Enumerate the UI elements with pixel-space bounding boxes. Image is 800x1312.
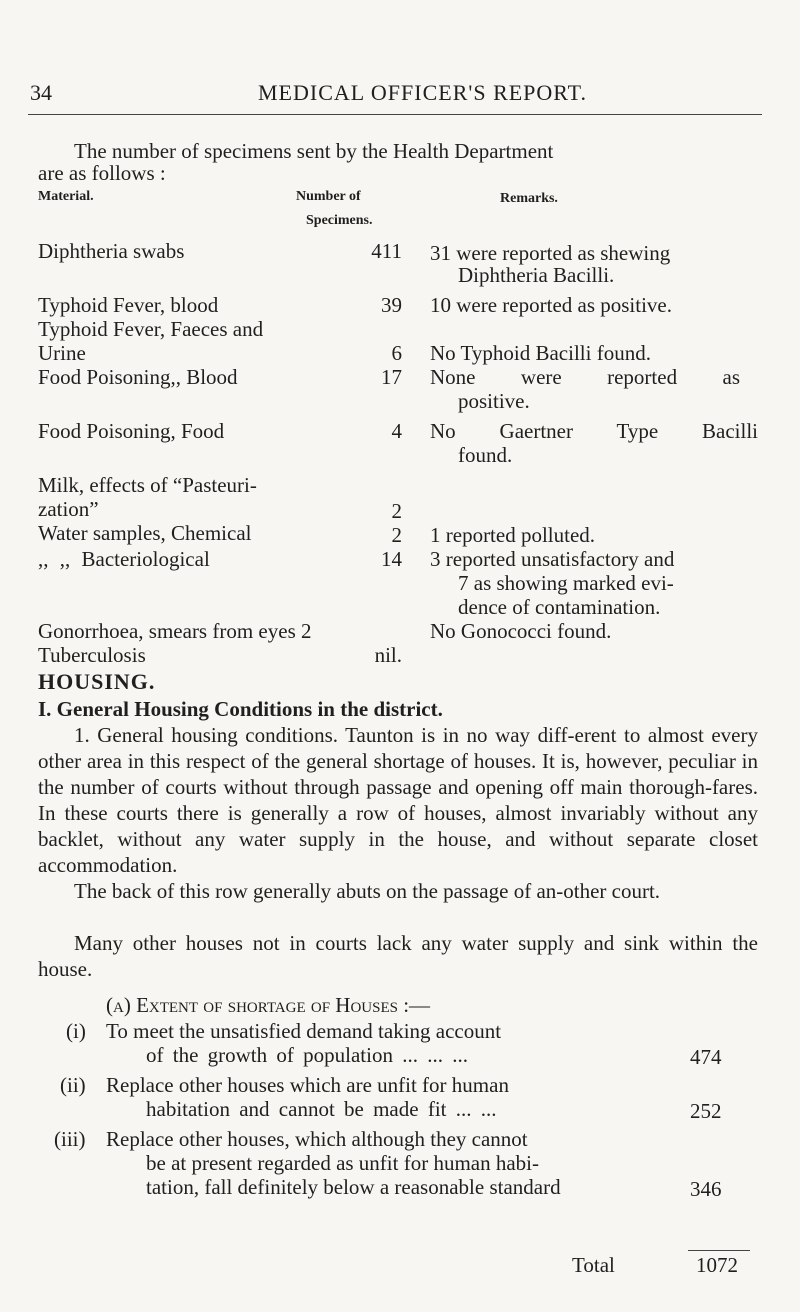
- row-material: Tuberculosis: [38, 643, 146, 667]
- row-remark: No Typhoid Bacilli found.: [430, 341, 651, 365]
- row-number: 4: [391, 419, 402, 443]
- row-material: Typhoid Fever, Faeces and: [38, 317, 264, 341]
- extent-heading: (a) Extent of shortage of Houses :—: [106, 993, 431, 1017]
- row-remark: 3 reported unsatisfactory and: [430, 547, 675, 571]
- row-remark-cont: Diphtheria Bacilli.: [458, 263, 615, 287]
- row-remark: No Gaertner Type Bacilli: [430, 419, 758, 443]
- item-text-cont: habitation and cannot be made fit ... ...: [146, 1097, 497, 1121]
- item-text-cont: of the growth of population ... ... ...: [146, 1043, 468, 1067]
- row-number: 17: [381, 365, 402, 389]
- page-title: MEDICAL OFFICER'S REPORT.: [258, 80, 587, 105]
- row-material: Milk, effects of “Pasteuri-: [38, 473, 257, 497]
- col-header-number-1: Number of: [296, 189, 361, 204]
- col-header-remarks: Remarks.: [500, 191, 558, 206]
- row-material: Diphtheria swabs: [38, 239, 185, 263]
- item-label: (ii): [60, 1073, 86, 1097]
- header-rule: [28, 114, 762, 115]
- row-material: Water samples, Chemical: [38, 521, 252, 545]
- row-remark-cont: found.: [458, 443, 513, 467]
- row-remark: 10 were reported as positive.: [430, 293, 673, 317]
- row-remark: No Gonococci found.: [430, 619, 612, 643]
- row-remark: 31 were reported as shewing: [430, 241, 671, 265]
- row-material: Gonorrhoea, smears from eyes 2: [38, 619, 312, 643]
- row-remark-cont: positive.: [458, 389, 530, 413]
- item-text: Replace other houses which are unfit for human: [106, 1073, 509, 1097]
- item-value: 474: [690, 1045, 722, 1069]
- row-material: Food Poisoning, Food: [38, 419, 225, 443]
- row-remark-cont: dence of contamination.: [458, 595, 661, 619]
- row-material: Typhoid Fever, blood: [38, 293, 219, 317]
- paragraph-housing-conditions: 1. General housing conditions. Taunton is in no way diff-erent to almost every other area in this respect of the general shortage of houses. It is, however, peculiar in the number of courts without through passage and opening off main thorough-fares. In these courts there is generally a row of houses, almost invariably without any backlet, without any water supply in the house, and without separate closet accommodation.: [38, 723, 758, 877]
- row-material: Urine: [38, 341, 86, 365]
- total-label: Total: [572, 1253, 615, 1277]
- row-remark-cont: 7 as showing marked evi-: [458, 571, 674, 595]
- total-rule: [688, 1250, 750, 1251]
- item-text: To meet the unsatisfied demand taking account: [106, 1019, 502, 1043]
- subheading-general-housing: I. General Housing Conditions in the district.: [38, 697, 443, 721]
- item-text: Replace other houses, which although they cannot: [106, 1127, 528, 1151]
- total-value: 1072: [696, 1253, 738, 1277]
- item-text-cont: tation, fall definitely below a reasonable standard: [146, 1175, 561, 1199]
- row-number: 39: [381, 293, 402, 317]
- row-material: ,, ,, Bacteriological: [38, 547, 210, 571]
- row-number: 411: [371, 239, 402, 263]
- row-number: nil.: [374, 643, 402, 667]
- row-material: Food Poisoning,, Blood: [38, 365, 238, 389]
- intro-line-1: The number of specimens sent by the Health Department: [74, 139, 554, 163]
- item-value: 252: [690, 1099, 722, 1123]
- item-value: 346: [690, 1177, 722, 1201]
- page-number: 34: [30, 80, 52, 105]
- section-heading-housing: HOUSING.: [38, 669, 156, 694]
- row-remark: 1 reported polluted.: [430, 523, 596, 547]
- col-header-material: Material.: [38, 189, 94, 204]
- paragraph-back-of-row: The back of this row generally abuts on the passage of an-other court.: [74, 879, 661, 903]
- row-number: 6: [391, 341, 402, 365]
- row-number: 2: [391, 523, 402, 547]
- row-number: 14: [381, 547, 402, 571]
- row-number: 2: [391, 499, 402, 523]
- item-label: (i): [66, 1019, 86, 1043]
- intro-line-2: are as follows :: [38, 161, 166, 185]
- paragraph-water-supply: Many other houses not in courts lack any water supply and sink within the house.: [38, 931, 758, 981]
- col-header-number-2: Specimens.: [306, 213, 373, 228]
- row-material-cont: zation”: [38, 497, 99, 521]
- item-text-cont: be at present regarded as unfit for human habi-: [146, 1151, 540, 1175]
- row-remark: None were reported as: [430, 365, 740, 389]
- item-label: (iii): [54, 1127, 86, 1151]
